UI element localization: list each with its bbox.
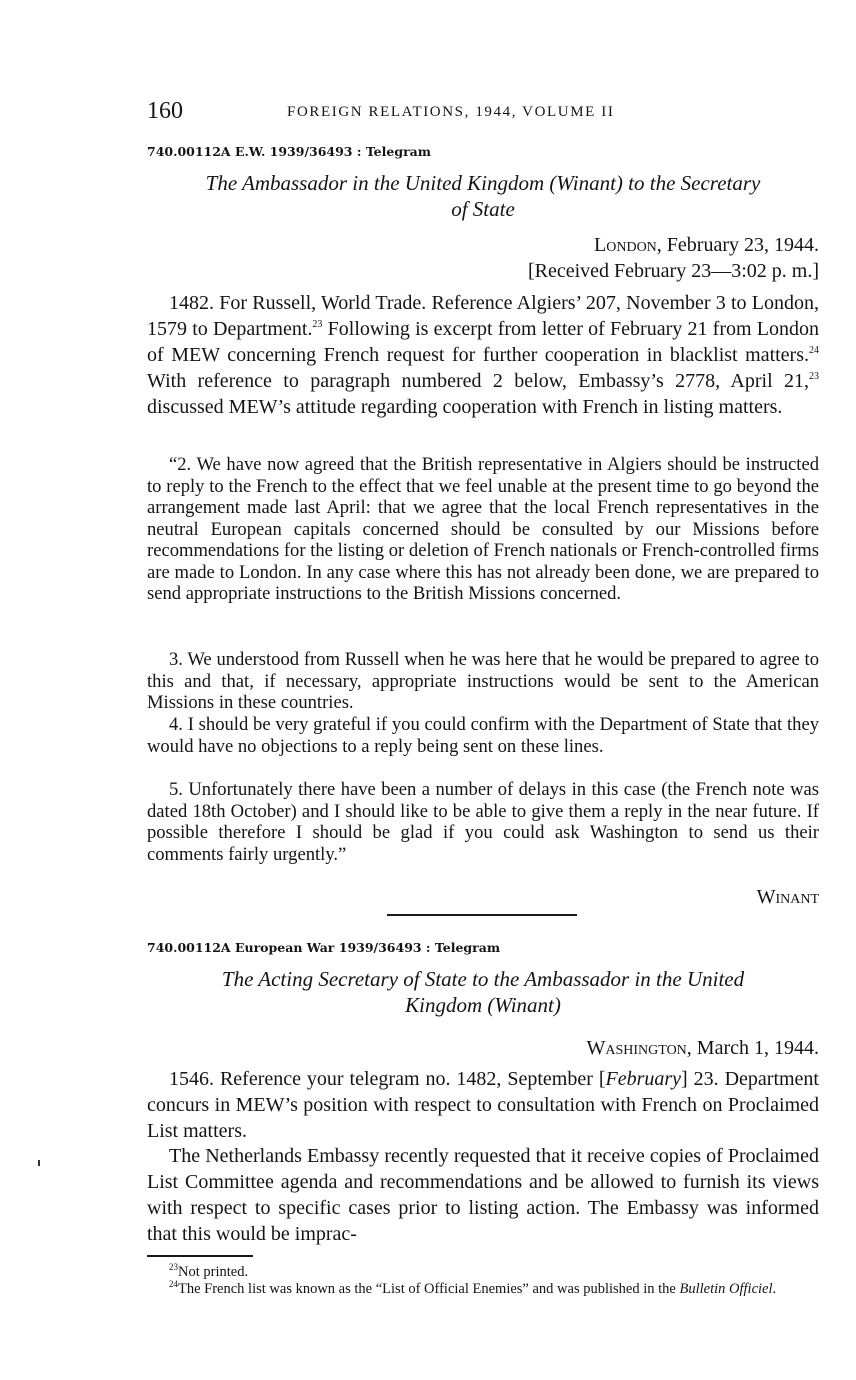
telegram-paragraph-2a: 1546. Reference your telegram no. 1482, September [February] 23. Department concurs in MEW’s position with respect to consultation with French on Proclaimed List matters. <box>147 1068 819 1142</box>
received-line: [Received February 23—3:02 p. m.] <box>527 260 819 282</box>
heading-line-1: The Acting Secretary of State to the Ambassador in the United <box>221 967 745 991</box>
dateline-date: February 23, 1944. <box>661 234 819 256</box>
footnote-rule <box>147 1255 253 1257</box>
running-header <box>147 98 819 128</box>
dateline-place: London, <box>594 234 662 256</box>
dateline-1 <box>147 232 819 258</box>
heading-line-2: Kingdom (Winant) <box>405 993 561 1017</box>
file-reference-1: 740.00112A E.W. 1939/36493 : Telegram <box>147 144 431 159</box>
document-heading-2 <box>147 966 819 1018</box>
footnote-ref: 23 <box>809 371 819 382</box>
running-title: FOREIGN RELATIONS, 1944, VOLUME II <box>287 104 615 120</box>
margin-mark <box>38 1160 40 1166</box>
dateline-date: March 1, 1944. <box>691 1037 819 1059</box>
footnote-ref: 24 <box>809 345 819 356</box>
heading-line-2: of State <box>451 197 515 221</box>
dateline-place: Washington, <box>586 1037 692 1059</box>
footnote-ref: 23 <box>312 319 323 330</box>
quoted-paragraph-5: 5. Unfortunately there have been a number of delays in this case (the French note was dated 18th October) and I should like to be able to give them a reply in the near future. If possible therefore I should be glad if you could ask Washington to send us their comments fairly urgently.” <box>147 779 819 865</box>
footnote-23: $^{23}$Not printed. <box>169 1262 249 1280</box>
heading-line-1: The Ambassador in the United Kingdom (Winant) to the Secretary <box>205 171 761 195</box>
italic-insertion: February <box>605 1068 682 1090</box>
signature: Winant <box>756 886 819 908</box>
section-divider <box>387 914 577 916</box>
quoted-paragraph-4: 4. I should be very grateful if you could confirm with the Department of State that they would have no objections to a reply being sent on these lines. <box>147 714 819 757</box>
footnote-24: $^{24}$The French list was known as the “List of Official Enemies” and was published in the Bulletin Officiel. <box>169 1279 777 1297</box>
footnote-number: 23 <box>169 1262 178 1272</box>
document-heading-1 <box>147 170 819 222</box>
telegram-paragraph-1: 1482. For Russell, World Trade. Reference Algiers’ 207, November 3 to London, 1579 to Department.$^{23}$ Following is excerpt from letter of February 21 from London of MEW concerning French request for further cooperation in blacklist matters.$^{24}$ With reference to paragraph numbered 2 below, Embassy’s 2778, April 21,23 discussed MEW’s attitude regarding cooperation with French in listing matters. <box>147 292 819 418</box>
file-reference-2: 740.00112A European War 1939/36493 : Telegram <box>147 940 501 955</box>
quoted-paragraph-3: 3. We understood from Russell when he was here that he would be prepared to agree to this and that, if necessary, appropriate instructions would be sent to the American Missions in these countries. <box>147 649 819 713</box>
quoted-paragraph-2: “2. We have now agreed that the British representative in Algiers should be instructed to reply to the French to the effect that we feel unable at the present time to go beyond the arrangement made last April: that we agree that the local French representatives in the neutral European capitals concerned should be consulted by our Missions before recommendations for the listing or deletion of French nationals or French-controlled firms are made to London. In any case where this has not already been done, we are prepared to send appropriate instructions to the British Missions concerned. <box>147 454 819 604</box>
dateline-2 <box>147 1035 819 1061</box>
footnote-number: 24 <box>169 1279 178 1289</box>
telegram-paragraph-2b: The Netherlands Embassy recently requested that it receive copies of Proclaimed List Committee agenda and recommendations and be allowed to furnish its views with respect to specific cases prior to listing action. The Embassy was informed that this would be imprac- <box>147 1145 819 1245</box>
page-number: 160 <box>147 98 183 124</box>
